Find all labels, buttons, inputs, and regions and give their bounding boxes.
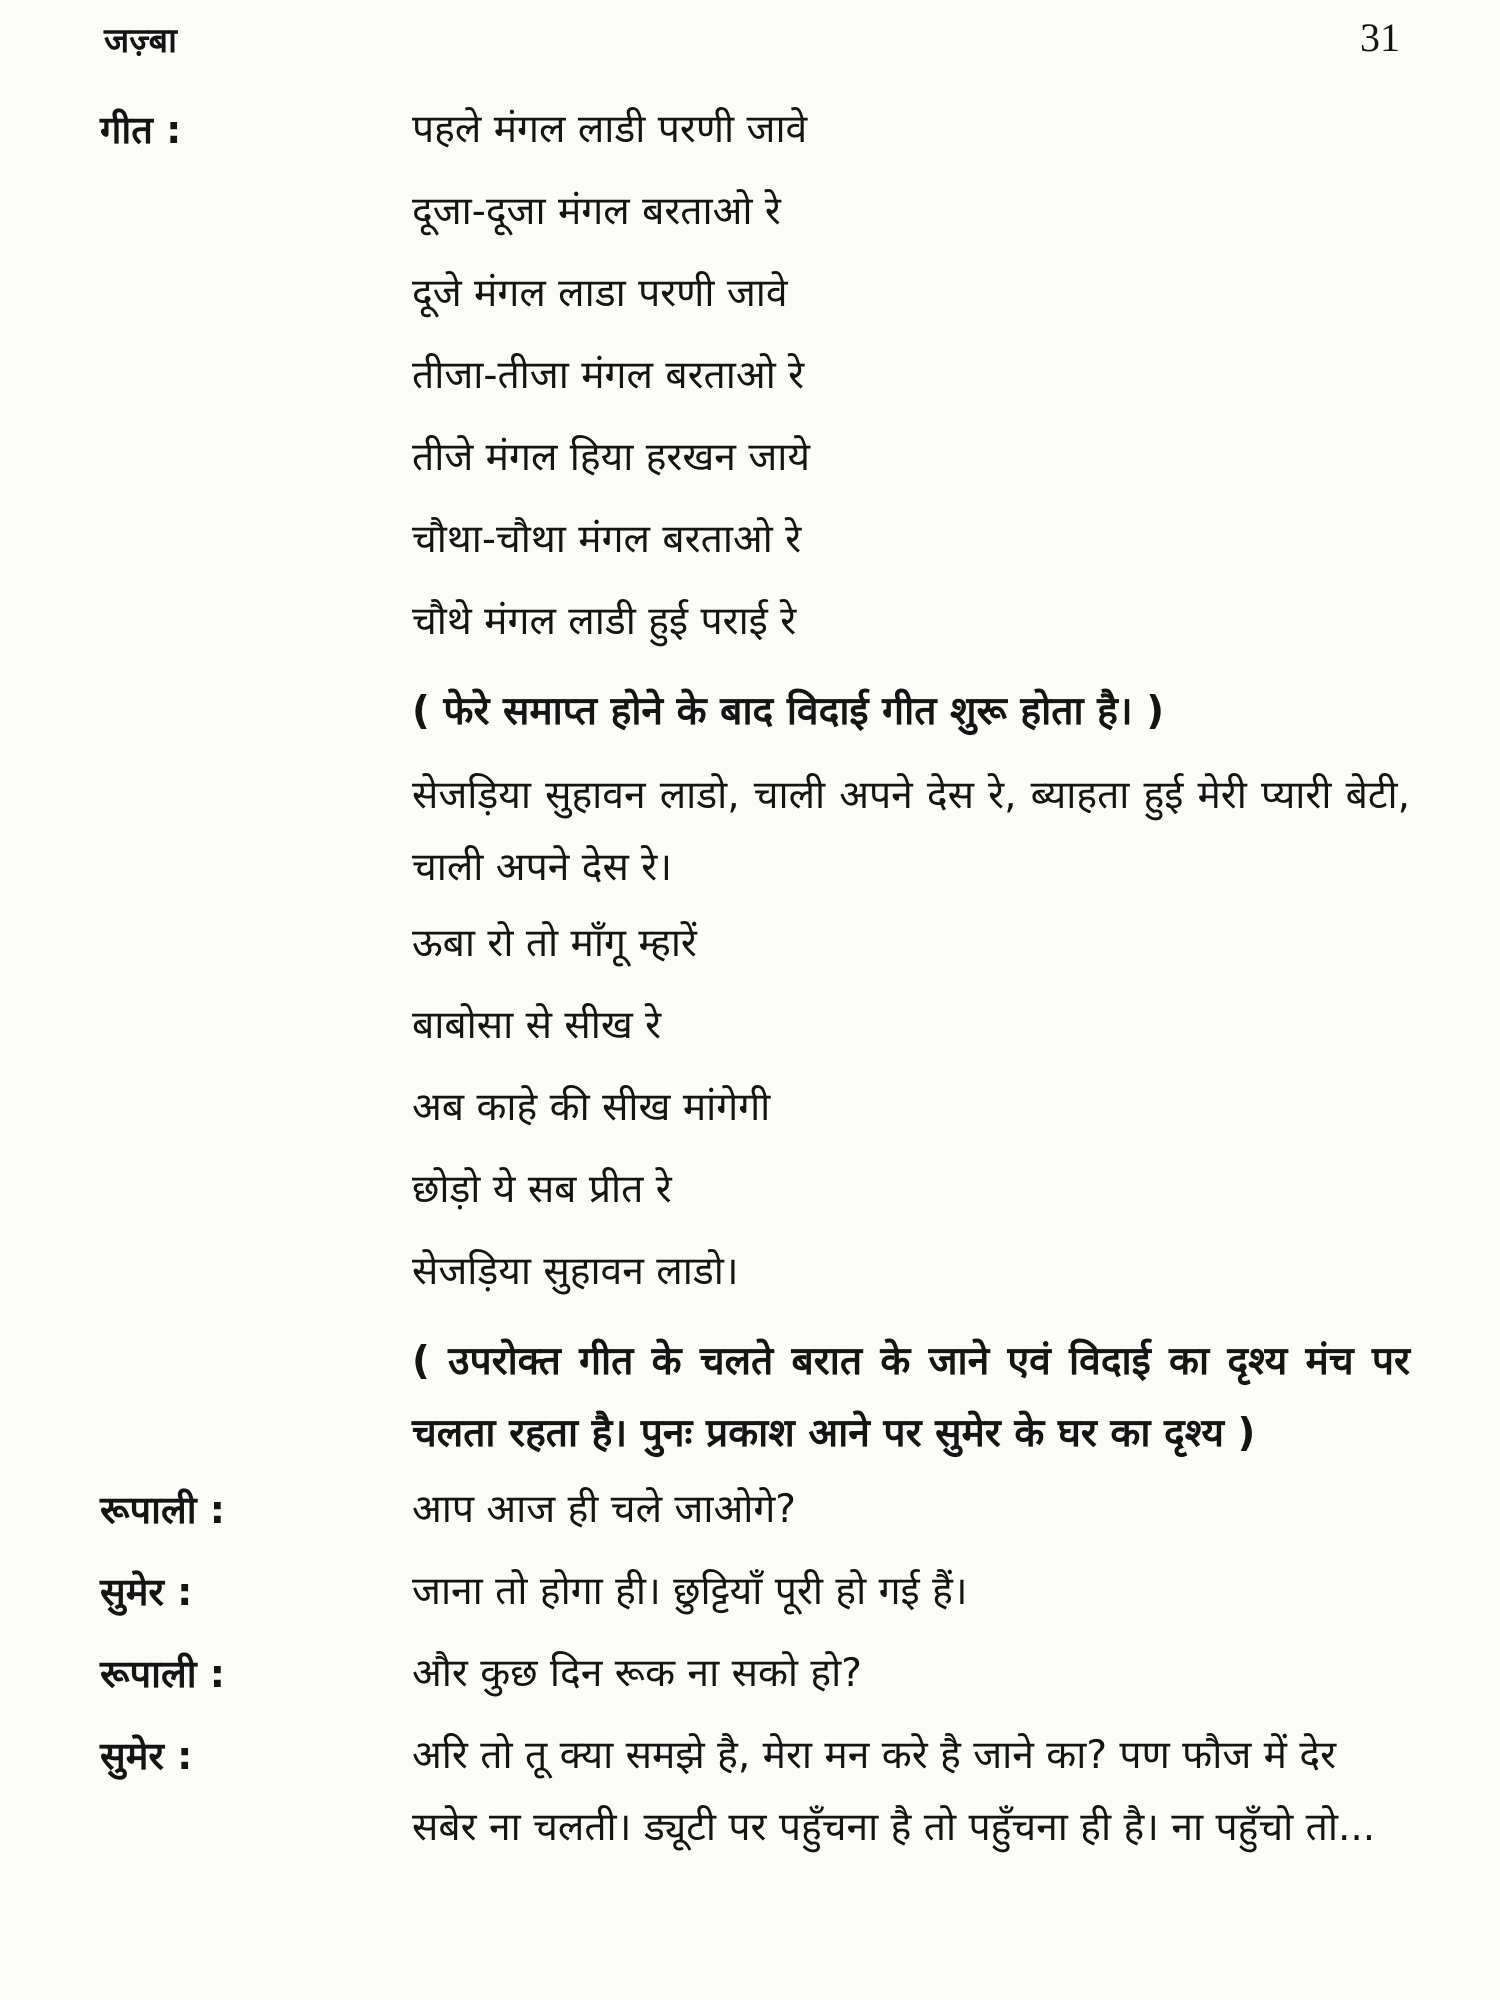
page-number: 31 xyxy=(1360,15,1400,60)
stage-direction: ( उपरोक्त गीत के चलते बरात के जाने एवं विदाई का दृश्य मंच पर चलता रहता है। पुनः प्रकाश आने पर सुमेर के घर का दृश्य ) xyxy=(412,1339,1410,1456)
speaker-label: सुमेर : xyxy=(100,1734,193,1778)
song-line: सेजड़िया सुहावन लाडो। xyxy=(412,1249,739,1294)
running-head: जज़्बा xyxy=(104,21,177,61)
song-body xyxy=(412,102,1410,1482)
speaker-label: रूपाली : xyxy=(100,1488,225,1532)
song-line: दूजा-दूजा मंगल बरताओ रे xyxy=(412,189,781,234)
song-line: ऊबा रो तो माँगू म्हारें xyxy=(412,921,697,966)
song-line: दूजे मंगल लाडा परणी जावे xyxy=(412,271,788,316)
speaker-label: गीत : xyxy=(100,108,182,152)
dialogue-text: और कुछ दिन रूक ना सको हो? xyxy=(412,1651,862,1696)
song-line: पहले मंगल लाडी परणी जावे xyxy=(412,107,808,152)
dialogue-line xyxy=(100,1646,1410,1728)
song-line: तीजे मंगल हिया हरखन जाये xyxy=(412,435,810,480)
song-line: तीजा-तीजा मंगल बरताओ रे xyxy=(412,353,805,398)
stage-direction: ( फेरे समाप्त होने के बाद विदाई गीत शुरू होता है। ) xyxy=(412,689,1165,734)
dialogue-line xyxy=(100,1728,1410,1890)
song-section xyxy=(100,102,1410,1482)
farewell-verse: सेजड़िया सुहावन लाडो, चाली अपने देस रे, ब्याहता हुई मेरी प्यारी बेटी, चाली अपने देस रे। xyxy=(412,773,1410,890)
play-script xyxy=(100,102,1410,1890)
speaker-label: सुमेर : xyxy=(100,1570,193,1614)
dialogue-text: आप आज ही चले जाओगे? xyxy=(412,1487,797,1532)
song-line: चौथा-चौथा मंगल बरताओ रे xyxy=(412,517,802,562)
dialogue-line xyxy=(100,1482,1410,1564)
song-line: छोड़ो ये सब प्रीत रे xyxy=(412,1167,672,1212)
song-line: चौथे मंगल लाडी हुई पराई रे xyxy=(412,599,797,644)
song-line: अब काहे की सीख मांगेगी xyxy=(412,1085,771,1130)
song-line: बाबोसा से सीख रे xyxy=(412,1003,662,1048)
dialogue-text: जाना तो होगा ही। छुट्टियाँ पूरी हो गई हैं। xyxy=(412,1569,968,1614)
speaker-label: रूपाली : xyxy=(100,1652,225,1696)
dialogue-text: अरि तो तू क्या समझे है, मेरा मन करे है जाने का? पण फौज में देर सबेर ना चलती। ड्यूटी पर पहुँचना है तो पहुँचना ही है। ना पहुँचो तो... xyxy=(412,1733,1376,1850)
dialogue-line xyxy=(100,1564,1410,1646)
